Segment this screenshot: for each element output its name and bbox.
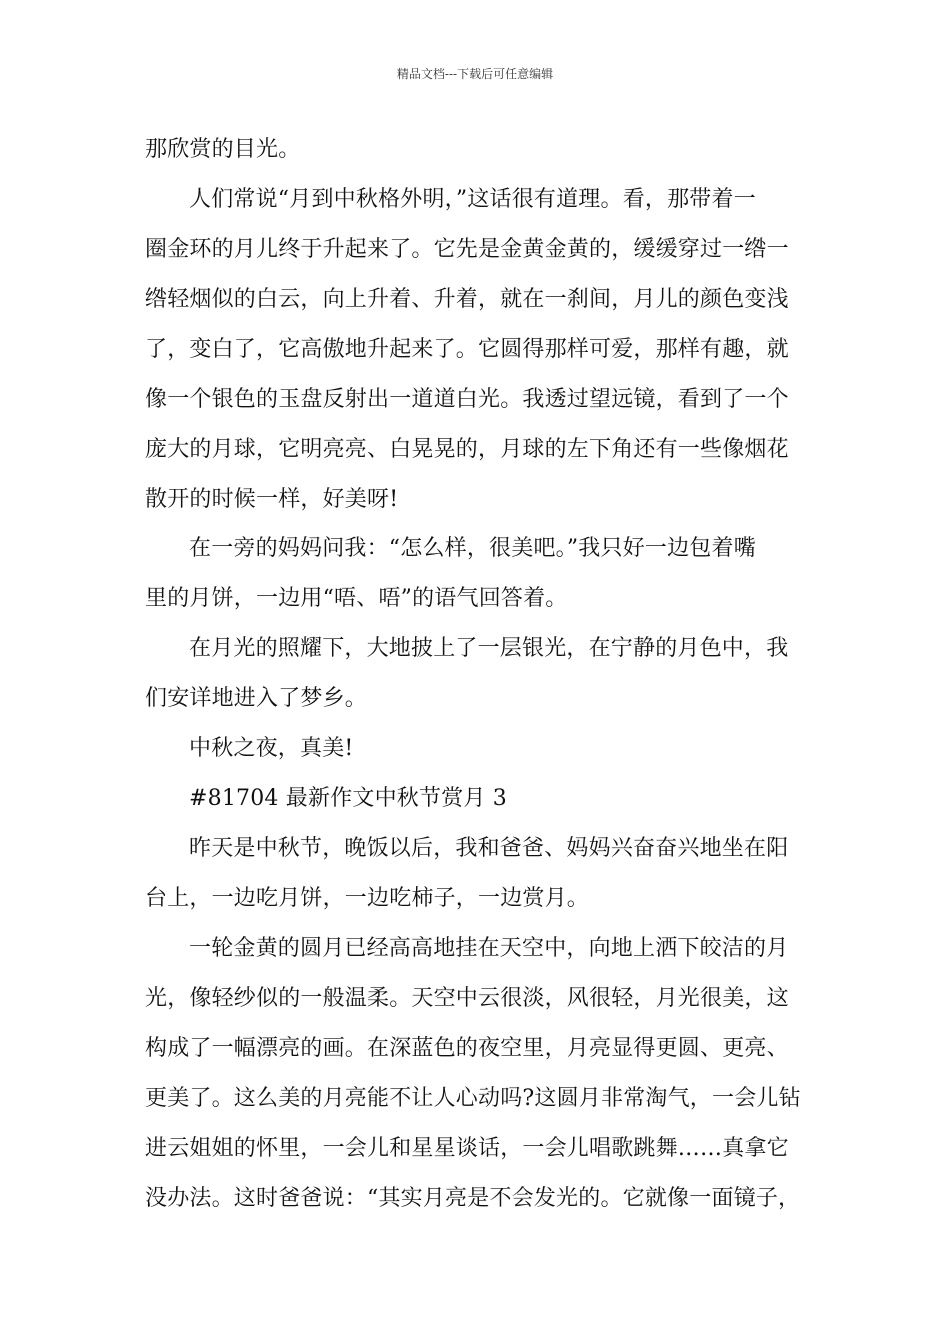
paragraph-start-line: 在月光的照耀下，大地披上了一层银光，在宁静的月色中，我 <box>189 636 789 661</box>
paragraph-start-line: 中秋之夜，真美! <box>189 736 354 761</box>
text-line: 庞大的月球，它明亮亮、白晃晃的，月球的左下角还有一些像烟花 <box>145 437 789 462</box>
text-line: 们安详地进入了梦乡。 <box>145 686 368 711</box>
paragraph-start-line: 在一旁的妈妈问我：“怎么样，很美吧。”我只好一边包着嘴 <box>189 536 756 561</box>
text-line: 光，像轻纱似的一般温柔。天空中云很淡，风很轻，月光很美，这 <box>145 986 789 1011</box>
paragraph-start-line: 昨天是中秋节，晚饭以后，我和爸爸、妈妈兴奋奋兴地坐在阳 <box>189 836 789 861</box>
text-line: 绺轻烟似的白云，向上升着、升着，就在一刹间，月儿的颜色变浅 <box>145 287 789 312</box>
document-header: 精品文档---下载后可任意编辑 <box>396 67 554 81</box>
section-title: #81704 最新作文中秋节赏月 3 <box>189 786 508 811</box>
text-line: 进云姐姐的怀里，一会儿和星星谈话，一会儿唱歌跳舞……真拿它 <box>145 1136 789 1161</box>
text-line: 台上，一边吃月饼，一边吃柿子，一边赏月。 <box>145 886 590 911</box>
paragraph-start-line: 一轮金黄的圆月已经高高地挂在天空中，向地上洒下皎洁的月 <box>189 936 789 961</box>
paragraph-start-line: 人们常说“月到中秋格外明，”这话很有道理。看，那带着一 <box>189 187 756 212</box>
text-line: 里的月饼，一边用“唔、唔”的语气回答着。 <box>145 586 568 611</box>
text-line: 圈金环的月儿终于升起来了。它先是金黄金黄的，缓缓穿过一绺一 <box>145 237 789 262</box>
text-line: 更美了。这么美的月亮能不让人心动吗?这圆月非常淘气，一会儿钻 <box>145 1086 801 1111</box>
text-line: 没办法。这时爸爸说：“其实月亮是不会发光的。它就像一面镜子， <box>145 1186 801 1211</box>
text-line: 散开的时候一样，好美呀! <box>145 487 399 512</box>
text-line: 构成了一幅漂亮的画。在深蓝色的夜空里，月亮显得更圆、更亮、 <box>145 1036 789 1061</box>
text-line: 那欣赏的目光。 <box>145 137 301 162</box>
text-line: 了，变白了，它高傲地升起来了。它圆得那样可爱，那样有趣，就 <box>145 337 789 362</box>
text-line: 像一个银色的玉盘反射出一道道白光。我透过望远镜，看到了一个 <box>145 387 789 412</box>
